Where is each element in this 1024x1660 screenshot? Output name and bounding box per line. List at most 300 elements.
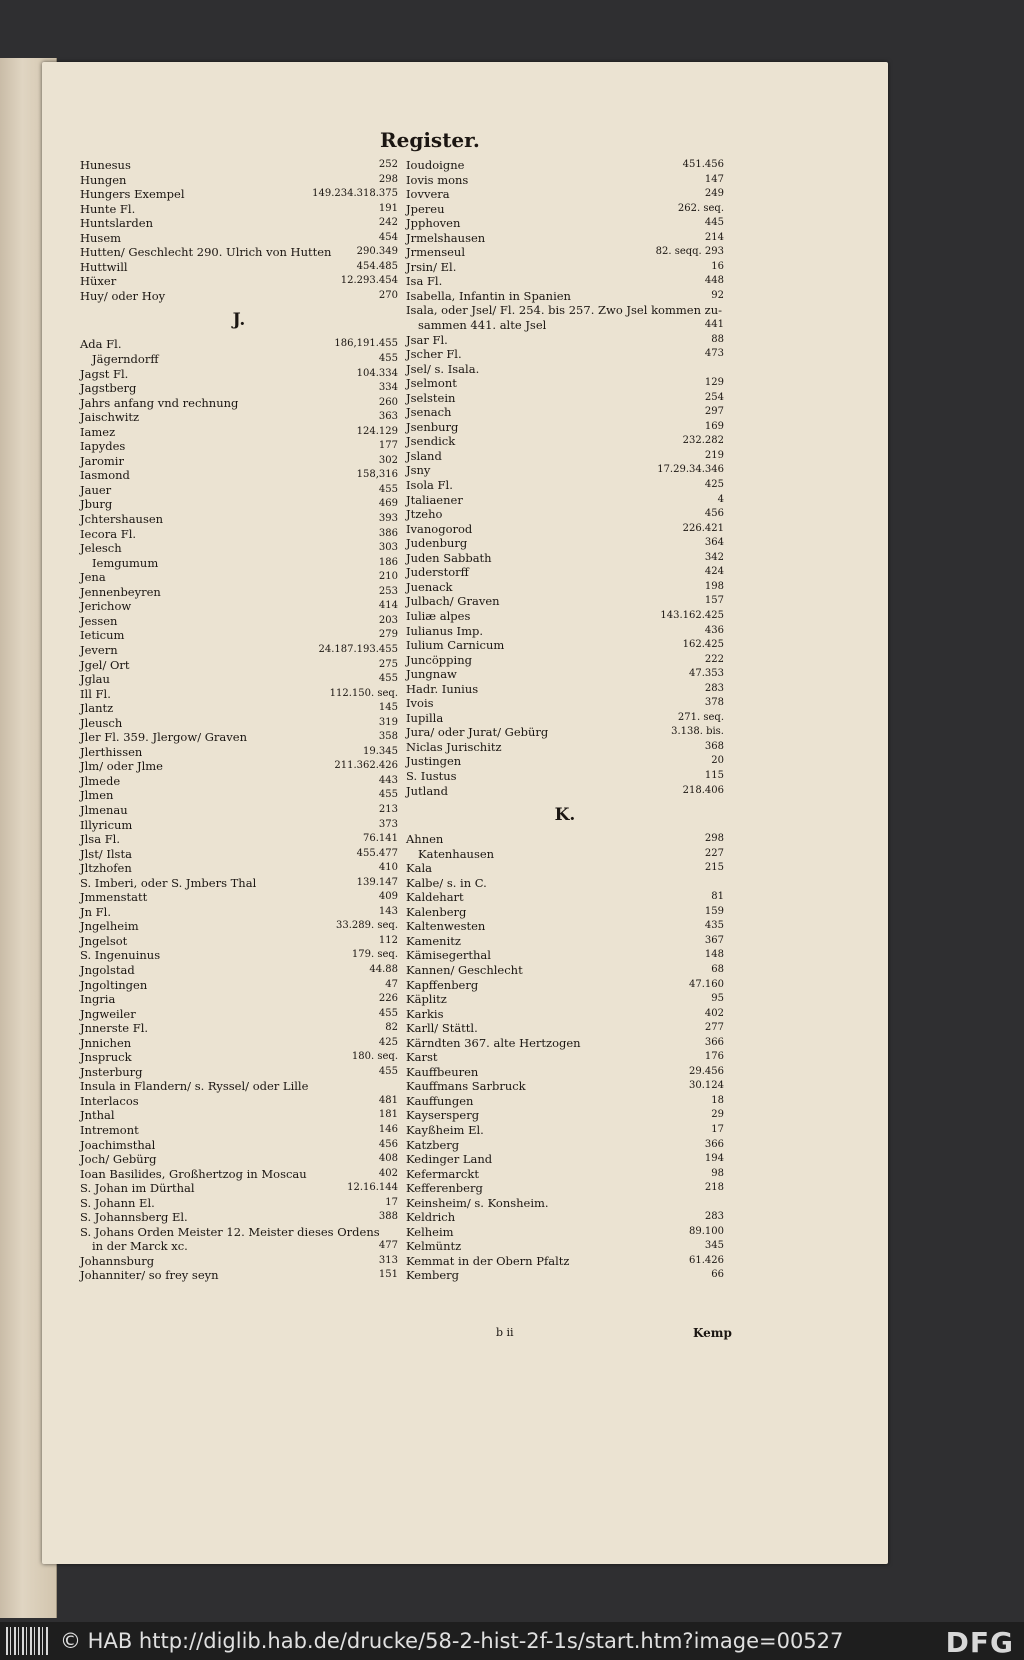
index-entry: [406, 376, 724, 391]
entry-pages: 115: [704, 769, 724, 781]
entry-name: Jsar Fl.: [406, 332, 448, 347]
entry-name: in der Marck xc.: [92, 1239, 188, 1254]
index-entry: [406, 667, 724, 682]
entry-pages: 358: [378, 731, 398, 743]
entry-name: Kelheim: [406, 1224, 454, 1239]
entry-name: Jlantz: [80, 701, 114, 716]
entry-pages: 210: [378, 571, 398, 583]
entry-name: K.: [554, 805, 576, 826]
index-entry: [80, 628, 398, 643]
index-entry: [80, 289, 398, 304]
entry-name: S. Johans Orden Meister 12. Meister dieses Ordens: [80, 1224, 380, 1239]
index-column-left: [80, 158, 398, 1283]
entry-pages: 47.353: [689, 668, 724, 680]
entry-name: Jlst/ Ilsta: [80, 846, 132, 861]
entry-name: Johannsburg: [80, 1253, 155, 1268]
entry-name: Kedinger Land: [406, 1152, 493, 1167]
index-entry: [406, 1138, 724, 1153]
index-entry: [80, 367, 398, 382]
entry-pages: 367: [704, 934, 724, 946]
entry-pages: 88: [711, 333, 724, 345]
index-entry: [80, 1021, 398, 1036]
entry-pages: 436: [704, 624, 724, 636]
entry-pages: 435: [704, 920, 724, 932]
entry-name: Ahnen: [406, 832, 444, 847]
entry-pages: 279: [378, 629, 398, 641]
index-entry: [80, 556, 398, 571]
entry-name: Jura/ oder Jurat/ Gebürg: [406, 725, 549, 740]
entry-pages: 232.282: [682, 435, 724, 447]
entry-name: Juenack: [406, 579, 453, 594]
dfg-logo: DFG: [945, 1626, 1014, 1659]
entry-name: Jrmenseul: [406, 245, 466, 260]
entry-pages: 271. seq.: [677, 711, 724, 723]
entry-pages: 143.162.425: [660, 609, 724, 621]
entry-pages: 149.234.318.375: [312, 188, 398, 200]
index-entry: [406, 216, 724, 231]
index-entry: [406, 173, 724, 188]
entry-pages: 92: [711, 289, 724, 301]
entry-pages: 47: [385, 978, 398, 990]
index-entry: [80, 876, 398, 891]
entry-pages: 393: [378, 513, 398, 525]
entry-pages: 386: [378, 527, 398, 539]
entry-name: Jngelheim: [80, 919, 139, 934]
entry-pages: 409: [378, 891, 398, 903]
entry-name: Jtzeho: [406, 507, 443, 522]
entry-pages: 194: [704, 1153, 724, 1165]
entry-pages: 368: [704, 740, 724, 752]
index-entry: [80, 890, 398, 905]
index-entry: [80, 512, 398, 527]
index-entry: [406, 1094, 724, 1109]
index-entry: [406, 289, 724, 304]
index-entry: [406, 1007, 724, 1022]
index-entry: [406, 890, 724, 905]
index-entry: [406, 274, 724, 289]
entry-name: Huttwill: [80, 259, 128, 274]
entry-name: Jessen: [80, 613, 118, 628]
entry-name: Hunesus: [80, 158, 131, 172]
index-entry: [406, 231, 724, 246]
entry-name: Jnsterburg: [80, 1064, 143, 1079]
index-entry: [80, 658, 398, 673]
entry-name: Hadr. Iunius: [406, 681, 479, 696]
index-entry: [406, 1108, 724, 1123]
entry-name: Interlacos: [80, 1093, 139, 1108]
index-entry: [406, 347, 724, 362]
entry-name: Hüxer: [80, 274, 117, 289]
entry-pages: 441: [704, 319, 724, 331]
index-entry: [406, 919, 724, 934]
entry-pages: 456: [704, 508, 724, 520]
entry-pages: 181: [378, 1109, 398, 1121]
entry-name: Jsenburg: [406, 419, 459, 434]
index-entry: [406, 580, 724, 595]
entry-pages: 66: [711, 1269, 724, 1281]
entry-pages: 81: [711, 891, 724, 903]
index-entry: [406, 832, 724, 847]
entry-pages: 162.425: [682, 639, 724, 651]
index-entry: [406, 1123, 724, 1138]
source-url[interactable]: © HAB http://diglib.hab.de/drucke/58-2-hist-2f-1s/start.htm?image=00527: [60, 1629, 844, 1653]
entry-name: Johanniter/ so frey seyn: [80, 1268, 219, 1283]
entry-pages: 454: [378, 231, 398, 243]
entry-pages: 112: [378, 934, 398, 946]
entry-pages: 29.456: [689, 1065, 724, 1077]
entry-pages: 477: [378, 1240, 398, 1252]
index-entry: [406, 507, 724, 522]
index-entry: [406, 260, 724, 275]
entry-pages: 402: [704, 1007, 724, 1019]
entry-pages: 275: [378, 658, 398, 670]
entry-pages: 469: [378, 498, 398, 510]
entry-name: Katzberg: [406, 1137, 460, 1152]
index-entry: [80, 759, 398, 774]
index-entry: [80, 1210, 398, 1225]
entry-pages: 139.147: [356, 876, 398, 888]
entry-pages: 253: [378, 585, 398, 597]
entry-pages: 104.334: [356, 367, 398, 379]
index-entry: [406, 769, 724, 784]
entry-name: Jngoltingen: [80, 977, 148, 992]
entry-pages: 176: [704, 1051, 724, 1063]
entry-name: Jagst Fl.: [80, 366, 129, 381]
index-entry: [406, 638, 724, 653]
entry-pages: 254: [704, 391, 724, 403]
index-entry: [80, 483, 398, 498]
entry-name: Kefferenberg: [406, 1181, 483, 1196]
entry-name: Jlm/ oder Jlme: [80, 759, 163, 774]
entry-pages: 414: [378, 600, 398, 612]
entry-pages: 17: [385, 1196, 398, 1208]
entry-pages: 455: [378, 353, 398, 365]
index-entry: [80, 1079, 398, 1094]
entry-name: Ivanogorod: [406, 521, 473, 536]
entry-pages: 157: [704, 595, 724, 607]
index-entry: [406, 992, 724, 1007]
entry-pages: 302: [378, 454, 398, 466]
index-entry: [80, 245, 398, 260]
entry-pages: 12.293.454: [340, 275, 398, 287]
entry-name: Jlmen: [80, 788, 114, 803]
entry-name: Jsny: [406, 463, 431, 478]
index-entry: [80, 716, 398, 731]
entry-name: Jnspruck: [80, 1050, 132, 1065]
entry-name: Kalbe/ s. in C.: [406, 875, 487, 890]
index-entry: [406, 861, 724, 876]
entry-pages: 455: [378, 789, 398, 801]
entry-pages: 277: [704, 1022, 724, 1034]
entry-name: Jnnerste Fl.: [80, 1021, 149, 1036]
index-entry: [406, 187, 724, 202]
entry-pages: 19.345: [363, 745, 398, 757]
entry-pages: 68: [711, 963, 724, 975]
entry-pages: 455: [378, 673, 398, 685]
entry-name: Hutten/ Geschlecht 290. Ulrich von Hutten: [80, 245, 332, 260]
entry-name: Jglau: [80, 672, 110, 687]
entry-pages: 378: [704, 697, 724, 709]
index-entry: [406, 493, 724, 508]
entry-name: Jsenach: [406, 405, 452, 420]
index-entry: [80, 216, 398, 231]
index-entry: [80, 396, 398, 411]
index-entry: [80, 672, 398, 687]
entry-pages: 226.421: [682, 522, 724, 534]
entry-name: Hungers Exempel: [80, 187, 185, 202]
index-entry: [406, 449, 724, 464]
entry-name: Judenburg: [406, 536, 468, 551]
entry-pages: 191: [378, 202, 398, 214]
entry-name: S. Ingenuinus: [80, 948, 161, 963]
index-entry: [406, 963, 724, 978]
entry-pages: 408: [378, 1153, 398, 1165]
entry-pages: 319: [378, 716, 398, 728]
entry-name: S. Iustus: [406, 768, 457, 783]
index-entry: [406, 711, 724, 726]
entry-name: Jgel/ Ort: [80, 657, 130, 672]
entry-pages: 18: [711, 1094, 724, 1106]
entry-name: Joch/ Gebürg: [80, 1152, 157, 1167]
index-entry: [80, 1239, 398, 1254]
index-entry: [80, 1181, 398, 1196]
entry-name: Intremont: [80, 1123, 139, 1137]
index-entry: [80, 352, 398, 367]
index-entry: [80, 643, 398, 658]
entry-name: Jagstberg: [80, 381, 137, 396]
entry-pages: 89.100: [689, 1225, 724, 1237]
index-entry: [80, 202, 398, 217]
entry-pages: 262. seq.: [677, 202, 724, 214]
index-entry: [406, 202, 724, 217]
entry-name: Kelmüntz: [406, 1239, 462, 1254]
entry-name: J.: [232, 310, 246, 331]
entry-pages: 148: [704, 949, 724, 961]
entry-name: Kaysersperg: [406, 1108, 480, 1123]
entry-name: Kefermarckt: [406, 1166, 479, 1181]
index-entry: [80, 832, 398, 847]
entry-pages: 283: [704, 1211, 724, 1223]
entry-pages: 218.406: [682, 784, 724, 796]
index-entry: [80, 468, 398, 483]
index-entry: [406, 740, 724, 755]
entry-pages: 20: [711, 755, 724, 767]
index-entry: [80, 992, 398, 1007]
entry-pages: 334: [378, 382, 398, 394]
index-entry: [406, 362, 724, 377]
index-entry: [80, 1123, 398, 1138]
entry-name: Kamenitz: [406, 933, 461, 948]
index-entry: [406, 905, 724, 920]
index-entry: [80, 439, 398, 454]
signature-mark: b ii: [496, 1326, 514, 1339]
entry-pages: 410: [378, 862, 398, 874]
entry-name: Jler Fl. 359. Jlergow/ Graven: [80, 730, 247, 745]
index-entry: [406, 725, 724, 740]
entry-name: Hunte Fl.: [80, 201, 136, 216]
entry-pages: 227: [704, 847, 724, 859]
index-entry: [406, 653, 724, 668]
entry-pages: 186: [378, 556, 398, 568]
index-entry: [406, 754, 724, 769]
entry-pages: 12.16.144: [347, 1182, 398, 1194]
entry-name: Kämisegerthal: [406, 948, 491, 963]
index-entry: [80, 381, 398, 396]
entry-name: Iulium Carnicum: [406, 638, 505, 653]
index-entry: [80, 948, 398, 963]
entry-name: Jleusch: [80, 715, 123, 730]
index-entry: [406, 847, 724, 862]
index-entry: [406, 1079, 724, 1094]
entry-name: Jn Fl.: [80, 904, 111, 919]
entry-name: Jltzhofen: [80, 861, 132, 876]
entry-pages: 186,191.455: [334, 338, 398, 350]
entry-pages: 366: [704, 1138, 724, 1150]
index-entry: [406, 1254, 724, 1269]
entry-pages: 222: [704, 653, 724, 665]
entry-name: Iamez: [80, 424, 116, 439]
index-entry: [80, 1065, 398, 1080]
index-entry: [406, 1021, 724, 1036]
entry-name: Jngelsot: [80, 933, 128, 948]
entry-name: Kärndten 367. alte Hertzogen: [406, 1035, 581, 1050]
entry-pages: 443: [378, 774, 398, 786]
entry-name: Insula in Flandern/ s. Ryssel/ oder Lille: [80, 1079, 309, 1094]
index-entry: [80, 260, 398, 275]
entry-name: Ivois: [406, 696, 434, 711]
entry-name: Jauer: [80, 482, 112, 497]
index-entry: [80, 1254, 398, 1269]
index-entry: [406, 391, 724, 406]
entry-pages: 363: [378, 411, 398, 423]
entry-pages: 76.141: [363, 833, 398, 845]
entry-name: Jchtershausen: [80, 512, 164, 527]
index-entry: [80, 963, 398, 978]
entry-name: Isa Fl.: [406, 274, 443, 289]
index-entry: [80, 497, 398, 512]
index-entry: [80, 701, 398, 716]
index-entry: [80, 934, 398, 949]
index-entry: [406, 1210, 724, 1225]
entry-pages: 298: [704, 833, 724, 845]
entry-name: Iupilla: [406, 710, 444, 725]
entry-name: Isala, oder Jsel/ Fl. 254. bis 257. Zwo Jsel kommen zu-: [406, 303, 722, 318]
entry-pages: 203: [378, 614, 398, 626]
entry-name: Iapydes: [80, 439, 126, 454]
index-entry: [80, 1138, 398, 1153]
entry-pages: 242: [378, 217, 398, 229]
entry-name: Karkis: [406, 1006, 444, 1021]
entry-pages: 146: [378, 1124, 398, 1135]
entry-pages: 30.124: [689, 1080, 724, 1092]
index-entry: [80, 454, 398, 469]
entry-name: Juncöpping: [406, 652, 472, 667]
entry-pages: 147: [704, 173, 724, 185]
entry-name: Isabella, Infantin in Spanien: [406, 288, 571, 303]
entry-name: Jrmelshausen: [406, 230, 486, 245]
entry-name: sammen 441. alte Jsel: [418, 318, 547, 333]
index-entry: [80, 788, 398, 803]
entry-pages: 303: [378, 542, 398, 554]
entry-pages: 211.362.426: [334, 760, 398, 772]
index-entry: [406, 609, 724, 624]
index-entry: [406, 1196, 724, 1211]
index-entry: [406, 624, 724, 639]
index-column-right: [406, 158, 724, 1283]
entry-name: Kauffmans Sarbruck: [406, 1079, 526, 1094]
entry-name: Jsendick: [406, 434, 456, 449]
entry-pages: 159: [704, 905, 724, 917]
entry-name: Kauffbeuren: [406, 1064, 479, 1079]
entry-pages: 425: [378, 1036, 398, 1048]
index-entry: [80, 231, 398, 246]
index-entry: [80, 1094, 398, 1109]
entry-name: Ieticum: [80, 628, 125, 643]
entry-name: S. Johann El.: [80, 1195, 155, 1210]
index-entry: [80, 687, 398, 702]
index-entry: [406, 1181, 724, 1196]
index-entry: [80, 774, 398, 789]
entry-pages: 29: [711, 1109, 724, 1121]
entry-name: Jlerthissen: [80, 744, 143, 759]
entry-pages: 213: [378, 803, 398, 815]
entry-name: Ingria: [80, 992, 116, 1007]
entry-name: Iemgumum: [92, 555, 159, 570]
entry-name: Huntslarden: [80, 216, 153, 231]
entry-pages: 124.129: [356, 425, 398, 437]
index-entry: [80, 745, 398, 760]
entry-pages: 297: [704, 406, 724, 418]
entry-pages: 448: [704, 275, 724, 287]
index-entry: [406, 978, 724, 993]
index-entry: [406, 594, 724, 609]
index-entry: [406, 318, 724, 333]
entry-name: Jägerndorff: [92, 352, 159, 367]
entry-pages: 151: [378, 1269, 398, 1281]
entry-name: Jelesch: [80, 541, 122, 556]
index-entry: [406, 245, 724, 260]
entry-pages: 424: [704, 566, 724, 578]
entry-pages: 249: [704, 188, 724, 200]
entry-pages: 373: [378, 818, 398, 830]
entry-name: Kala: [406, 861, 432, 876]
index-entry: [80, 570, 398, 585]
entry-pages: 455.477: [356, 847, 398, 859]
entry-name: Jscher Fl.: [406, 347, 462, 362]
entry-name: Jtaliaener: [406, 492, 463, 507]
entry-pages: 473: [704, 348, 724, 360]
entry-name: Jngweiler: [80, 1006, 136, 1021]
index-entry: [80, 1167, 398, 1182]
entry-pages: 219: [704, 449, 724, 461]
index-entry: [406, 434, 724, 449]
entry-pages: 47.160: [689, 978, 724, 990]
entry-name: Ill Fl.: [80, 686, 111, 701]
entry-name: Jlsa Fl.: [80, 832, 121, 847]
entry-pages: 313: [378, 1254, 398, 1266]
entry-name: Isola Fl.: [406, 478, 453, 493]
entry-pages: 215: [704, 862, 724, 874]
entry-pages: 61.426: [689, 1254, 724, 1266]
index-entry: [80, 1196, 398, 1211]
entry-pages: 16: [711, 260, 724, 272]
index-entry: [80, 158, 398, 173]
index-entry: [80, 541, 398, 556]
index-entry: [80, 919, 398, 934]
index-entry: [406, 934, 724, 949]
index-entry: [80, 818, 398, 833]
entry-pages: 455: [378, 483, 398, 495]
